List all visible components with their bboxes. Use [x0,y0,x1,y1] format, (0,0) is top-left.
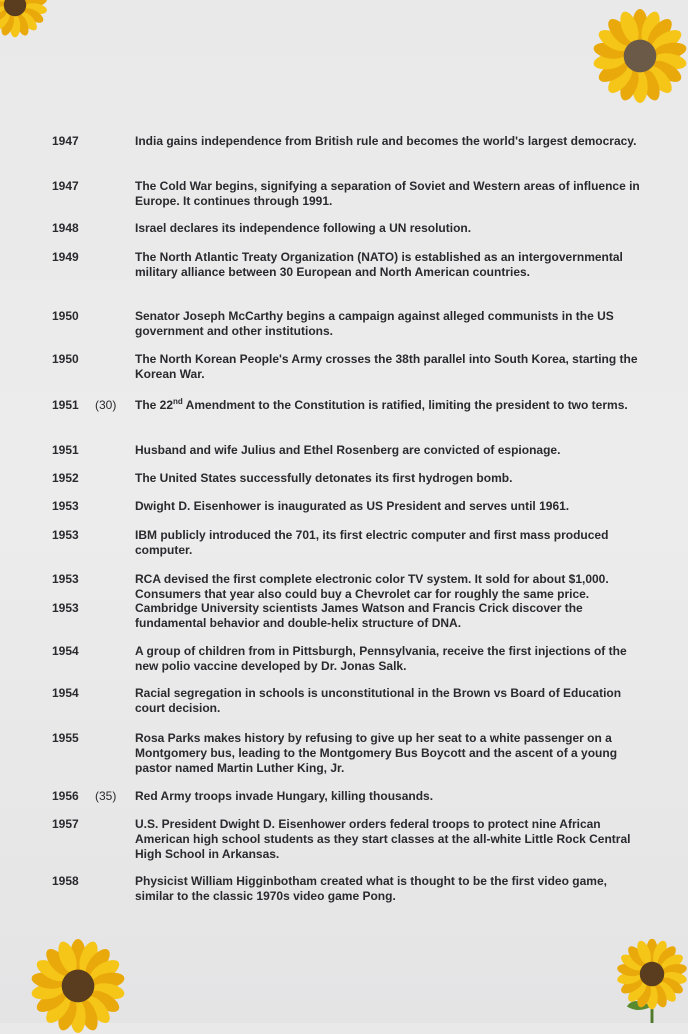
entry-text: The Cold War begins, signifying a separation of Soviet and Western areas of influence in Europe. It continues through 1991. [135,179,640,208]
entry-year: 1950 [52,309,79,323]
entry-text: Cambridge University scientists James Watson and Francis Crick discover the fundamental behavior and double-helix structure of DNA. [135,601,583,630]
entry-year: 1949 [52,250,79,264]
sunflower-icon [30,938,126,1034]
entry-text: U.S. President Dwight D. Eisenhower orders federal troops to protect nine African American high school students as they start classes at the all-white Little Rock Central High School in Arkansas. [135,817,631,861]
entry-year: 1958 [52,874,79,888]
entry-text: Dwight D. Eisenhower is inaugurated as US President and serves until 1961. [135,499,570,513]
entry-text: Israel declares its independence following a UN resolution. [135,221,472,235]
entry-year: 1947 [52,179,79,193]
sunflower-icon [0,0,48,38]
entry-note: (35) [95,789,117,803]
entry-year: 1956 [52,789,79,803]
entry-year: 1954 [52,644,79,658]
entry-text: Red Army troops invade Hungary, killing thousands. [135,789,434,803]
sunflower-icon [616,938,688,1023]
entry-year: 1955 [52,731,79,745]
entry-text: A group of children from in Pittsburgh, Pennsylvania, receive the first injections of the new polio vaccine developed by Dr. Jonas Salk. [135,644,627,673]
entry-year: 1953 [52,572,79,586]
entry-text: The North Atlantic Treaty Organization (NATO) is established as an intergovernmental military alliance between 30 European and North American countries. [135,250,623,279]
entry-year: 1948 [52,221,79,235]
entry-text: Physicist William Higginbotham created what is thought to be the first video game, similar to the classic 1970s video game Pong. [135,874,607,903]
entry-text: The United States successfully detonates its first hydrogen bomb. [135,471,513,485]
entry-text: Racial segregation in schools is unconstitutional in the Brown vs Board of Education court decision. [135,686,622,715]
entry-year: 1952 [52,471,79,485]
entry-year: 1951 [52,443,79,457]
entry-text: RCA devised the first complete electronic color TV system. It sold for about $1,000. Consumers that year also could buy a Chevrolet car for roughly the same price. [135,572,609,601]
entry-year: 1957 [52,817,79,831]
entry-year: 1951 [52,398,79,412]
entry-text: India gains independence from British rule and becomes the world's largest democracy. [135,134,637,148]
entry-year: 1953 [52,601,79,615]
entry-text: Senator Joseph McCarthy begins a campaign against alleged communists in the US government and other institutions. [135,309,614,338]
entry-year: 1953 [52,528,79,542]
entry-year: 1954 [52,686,79,700]
entry-text: Rosa Parks makes history by refusing to give up her seat to a white passenger on a Montgomery bus, leading to the Montgomery Bus Boycott and the ascent of a young pastor named Martin Luther King, Jr. [135,731,618,775]
sunflower-icon [592,8,688,104]
entry-text: The North Korean People's Army crosses the 38th parallel into South Korea, starting the Korean War. [135,352,638,381]
entry-year: 1953 [52,499,79,513]
entry-year: 1947 [52,134,79,148]
entry-note: (30) [95,398,117,412]
entry-text: The 22nd Amendment to the Constitution is ratified, limiting the president to two terms. [135,397,628,412]
entry-year: 1950 [52,352,79,366]
entry-text: Husband and wife Julius and Ethel Rosenberg are convicted of espionage. [135,443,561,457]
entry-text: IBM publicly introduced the 701, its first electric computer and first mass produced computer. [135,528,609,557]
